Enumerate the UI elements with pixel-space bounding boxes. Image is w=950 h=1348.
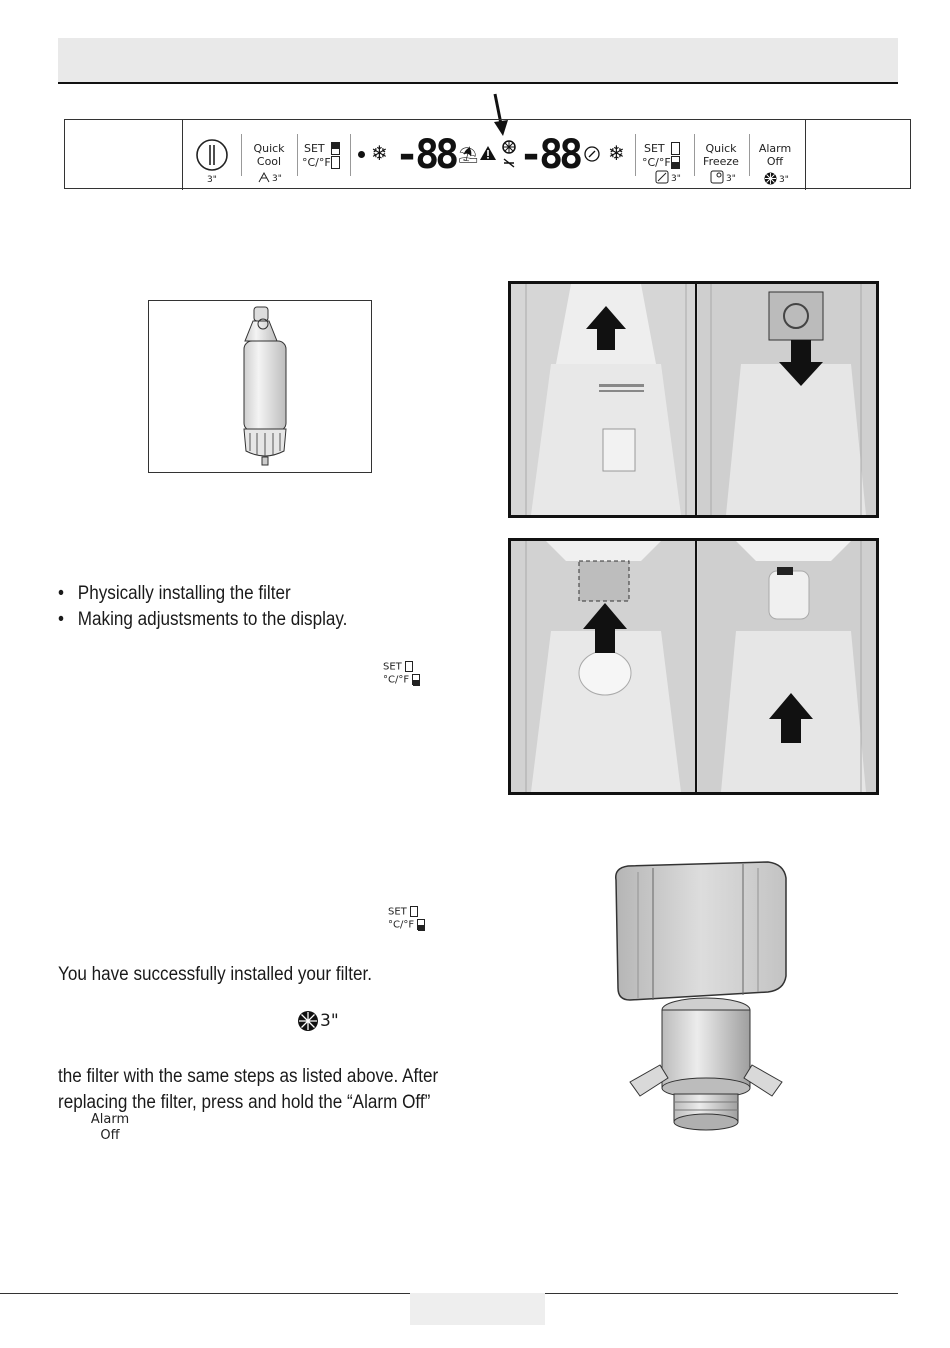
page-number-box <box>410 1293 545 1325</box>
eco-icon <box>583 144 601 166</box>
freezer-snowflake-icon: ❄ <box>608 143 625 165</box>
inline-set-icon-1 <box>383 661 420 685</box>
set-right-icon <box>671 142 680 155</box>
quick-freeze-button[interactable]: Quick Freeze <box>703 142 739 168</box>
inline-alarm-off-label <box>90 1112 130 1144</box>
snowflake-icon: ❄ <box>371 143 388 165</box>
set-right-label[interactable]: SET <box>644 142 665 155</box>
filter-alarm-icon <box>297 1010 319 1032</box>
control-panel <box>64 119 911 189</box>
alarm-label-line1: Alarm <box>90 1112 130 1127</box>
set-left-icon <box>331 142 340 155</box>
filter-housing-illustration <box>608 860 808 1142</box>
freezer-temp-display: -88 <box>519 132 580 178</box>
power-hold-label: 3" <box>207 175 217 185</box>
filter-insert-photo <box>508 538 879 795</box>
unit-left-icon <box>331 156 340 169</box>
alarm-filter-icon <box>764 172 777 185</box>
inline-set-label: SET <box>388 906 407 918</box>
unit-right-label: °C/°F <box>642 156 671 169</box>
quick-freeze-hold: 3" <box>726 174 736 184</box>
replace-line-1: the filter with the same steps as listed above. After <box>58 1066 439 1087</box>
quick-freeze-icon <box>710 170 724 184</box>
filter-insert-illustration <box>511 541 876 792</box>
unit-left-label: °C/°F <box>302 156 331 169</box>
fridge-temp-display: -88 <box>395 132 456 178</box>
indicator-dot <box>358 151 365 158</box>
success-text: You have successfully installed your filter. <box>58 964 372 985</box>
list-item: • Physically installing the filter <box>58 581 347 607</box>
inline-unit-label: °C/°F <box>383 674 410 685</box>
warning-icon <box>479 145 497 161</box>
inline-unit-label: °C/°F <box>388 919 415 930</box>
replace-line-2: replacing the filter, press and hold the “Alarm Off” <box>58 1092 431 1113</box>
filter-access-illustration <box>511 284 876 515</box>
alarm-label-line2: Off <box>100 1128 120 1143</box>
filter-cartridge-illustration <box>149 301 371 472</box>
inline-set-icon-2 <box>388 906 425 930</box>
quick-cool-icon <box>257 170 271 184</box>
vacation-icon: ⛱ <box>458 147 479 164</box>
inline-alarm-hold: 3" <box>320 1011 339 1031</box>
steps-list <box>58 581 347 633</box>
inline-set-label: SET <box>383 661 402 673</box>
alarm-off-button[interactable]: Alarm Off <box>758 142 792 168</box>
set-right-hold: 3" <box>671 174 681 184</box>
alarm-off-hold: 3" <box>779 175 789 185</box>
power-icon[interactable] <box>195 138 229 172</box>
list-item: • Making adjustsments to the display. <box>58 607 347 633</box>
header-band <box>58 38 898 84</box>
set-left-label[interactable]: SET <box>304 142 325 155</box>
unit-right-icon <box>671 156 680 169</box>
quick-cool-button[interactable]: Quick Cool <box>253 142 285 168</box>
set-right-hold-icon <box>655 170 669 184</box>
filter-access-photo <box>508 281 879 518</box>
filter-cartridge-figure <box>148 300 372 473</box>
inline-alarm-icon <box>297 1010 339 1032</box>
quick-cool-hold: 3" <box>272 174 282 184</box>
filter-icon <box>500 138 518 172</box>
